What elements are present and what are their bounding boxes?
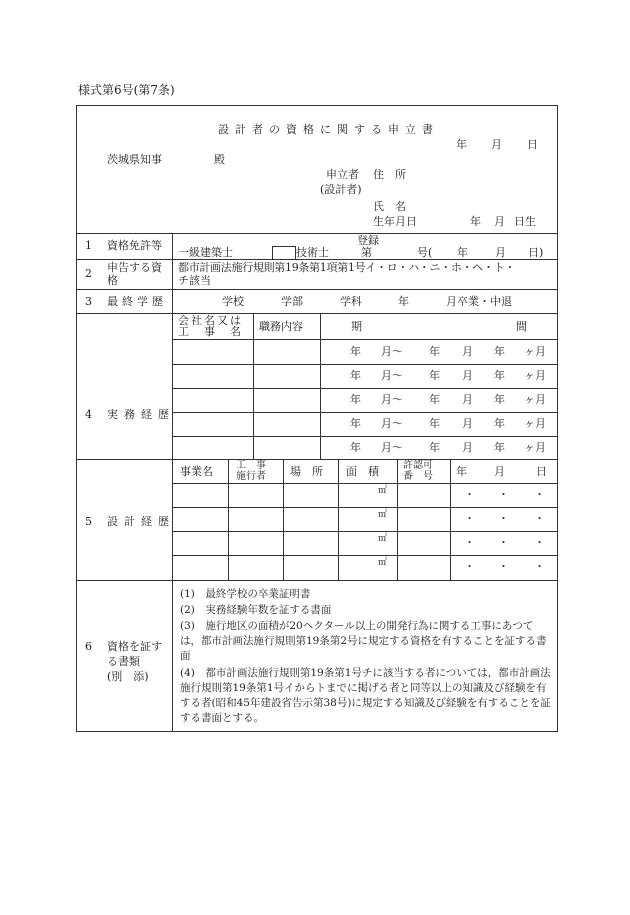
- row-6-label-line3: (別 添): [107, 670, 149, 683]
- period-end-year: 年: [429, 441, 440, 454]
- grid-line: [172, 364, 558, 365]
- date-separator-dot: ・: [498, 512, 509, 525]
- row-4-number: 4: [85, 408, 92, 421]
- period-header-end: 間: [516, 320, 527, 333]
- applicant-label: 申立者: [326, 168, 359, 181]
- duty-header: 職務内容: [259, 320, 303, 333]
- period-start-year: 年: [350, 369, 361, 382]
- school-label: 学校: [222, 295, 244, 308]
- graduation-year: 年: [398, 295, 409, 308]
- period-end-year: 年: [429, 345, 440, 358]
- row-3-label: 最終学歴: [107, 295, 167, 308]
- grid-line: [397, 459, 398, 580]
- period-start-month: 月～: [381, 393, 403, 406]
- permit-header-line1: 許認可: [403, 460, 433, 471]
- row-5-number: 5: [85, 515, 92, 528]
- faculty-label: 学部: [281, 295, 303, 308]
- date-separator-dot: ・: [534, 560, 545, 573]
- period-duration-months: ヶ月: [524, 393, 546, 406]
- period-end-month: 月: [462, 345, 473, 358]
- birth-day: 日生: [514, 215, 536, 228]
- design-year-header: 年: [456, 465, 467, 478]
- row-1-day: 日): [528, 246, 544, 259]
- document-item-2: (2) 実務経験年数を証する書面: [180, 604, 332, 616]
- grid-line: [283, 459, 284, 580]
- row-1-label: 資格免許等: [107, 239, 162, 252]
- row-2-label-line2: 格: [107, 274, 118, 287]
- period-end-month: 月: [462, 393, 473, 406]
- company-header-line1: 会社名又は: [178, 314, 243, 327]
- row-2-label-line1: 申告する資: [107, 261, 162, 274]
- permit-header-line2: 番 号: [403, 471, 433, 482]
- period-duration-months: ヶ月: [524, 417, 546, 430]
- document-item-1: (1) 最終学校の卒業証明書: [180, 588, 311, 600]
- period-end-year: 年: [429, 417, 440, 430]
- area-unit: ㎡: [378, 510, 388, 520]
- designer-label: (設計者): [320, 183, 362, 196]
- date-month: 月: [491, 138, 502, 151]
- row-2-text-line1: 都市計画法施行規則第19条第1項第1号イ・ロ・ハ・ニ・ホ・ヘ・ト・: [178, 261, 516, 274]
- area-unit: ㎡: [378, 534, 388, 544]
- row-3-number: 3: [85, 295, 92, 308]
- period-end-year: 年: [429, 393, 440, 406]
- registration-no-label: 第: [361, 246, 372, 259]
- period-end-month: 月: [462, 369, 473, 382]
- address-label: 住 所: [373, 168, 406, 181]
- row-6-label-line2: る書類: [107, 655, 140, 668]
- row-2-number: 2: [85, 267, 92, 280]
- period-duration-years: 年: [494, 417, 505, 430]
- grid-line: [450, 459, 451, 580]
- design-month-header: 月: [494, 465, 505, 478]
- form-number: 様式第6号(第7条): [78, 83, 175, 97]
- row-divider: [76, 259, 558, 260]
- period-duration-years: 年: [494, 345, 505, 358]
- area-unit: ㎡: [378, 486, 388, 496]
- row-4-label: 実務経歴: [107, 408, 175, 421]
- area-header: 面 積: [346, 465, 379, 478]
- period-start-year: 年: [350, 393, 361, 406]
- grid-line: [338, 459, 339, 580]
- department-label: 学科: [340, 295, 362, 308]
- number-suffix: 号(: [417, 246, 433, 259]
- row-divider: [76, 459, 558, 460]
- date-separator-dot: ・: [464, 536, 475, 549]
- row-divider: [76, 233, 558, 234]
- period-start-month: 月～: [381, 417, 403, 430]
- row-1-month: 月: [495, 246, 506, 259]
- date-separator-dot: ・: [498, 536, 509, 549]
- period-start-month: 月～: [381, 369, 403, 382]
- date-separator-dot: ・: [464, 488, 475, 501]
- date-day: 日: [527, 138, 538, 151]
- period-duration-years: 年: [494, 393, 505, 406]
- design-day-header: 日: [536, 465, 547, 478]
- name-label: 氏 名: [373, 200, 406, 213]
- area-unit: ㎡: [378, 558, 388, 568]
- row-divider: [76, 580, 558, 581]
- date-separator-dot: ・: [534, 488, 545, 501]
- date-year: 年: [456, 138, 467, 151]
- date-separator-dot: ・: [534, 536, 545, 549]
- birth-year: 年: [470, 215, 481, 228]
- honorific: 殿: [214, 153, 225, 166]
- document-item-4: (4) 都市計画法施行規則第19条第1号チに該当する者については，都市計画法施行規則第19条第1号イからトまでに掲げる者と同等以上の知識及び経験を有する者(昭和45年建設省告示第38号)に規定する知識及び経験を有することを証する書面とする。: [180, 667, 551, 724]
- birth-month: 月: [494, 215, 505, 228]
- period-start-month: 月～: [381, 345, 403, 358]
- graduation-status: 月卒業・中退: [446, 295, 512, 308]
- date-separator-dot: ・: [534, 512, 545, 525]
- period-end-year: 年: [429, 369, 440, 382]
- place-header: 場 所: [290, 465, 323, 478]
- grid-line: [172, 531, 558, 532]
- date-separator-dot: ・: [498, 488, 509, 501]
- grid-line: [172, 483, 558, 484]
- period-duration-years: 年: [494, 369, 505, 382]
- grid-line: [172, 388, 558, 389]
- grid-line: [172, 555, 558, 556]
- document-item-3: (3) 施行地区の面積が20ヘクタール以上の開発行為に関する工事にあつては，都市計画法施行規則第19条第2号に規定する資格を有することを証する書面: [180, 620, 547, 662]
- grid-line: [228, 459, 229, 580]
- grid-line: [172, 507, 558, 508]
- date-separator-dot: ・: [498, 560, 509, 573]
- period-header-start: 期: [351, 320, 362, 333]
- grid-line: [172, 436, 558, 437]
- grid-line: [172, 412, 558, 413]
- date-separator-dot: ・: [464, 512, 475, 525]
- period-start-year: 年: [350, 417, 361, 430]
- date-separator-dot: ・: [464, 560, 475, 573]
- grid-line: [172, 339, 558, 340]
- period-duration-years: 年: [494, 441, 505, 454]
- row-1-year: 年: [457, 246, 468, 259]
- row-1-number: 1: [85, 239, 92, 252]
- period-duration-months: ヶ月: [524, 441, 546, 454]
- company-header-line2: 工事名: [178, 325, 256, 338]
- row-divider: [76, 313, 558, 314]
- operator-header-line2: 施行者: [236, 471, 266, 482]
- row-6-number: 6: [85, 640, 92, 653]
- row-divider: [76, 289, 558, 290]
- period-duration-months: ヶ月: [524, 345, 546, 358]
- engineer-label: 技術士: [296, 246, 329, 259]
- grid-line: [320, 313, 321, 459]
- registration-label: 登録: [357, 234, 379, 247]
- first-class-architect: 一級建築士: [178, 246, 233, 259]
- row-5-label: 設計経歴: [107, 515, 175, 528]
- addressee: 茨城県知事: [107, 153, 162, 166]
- qualification-blank-box: [272, 246, 296, 260]
- project-header: 事業名: [180, 465, 213, 478]
- period-duration-months: ヶ月: [524, 369, 546, 382]
- form-title: 設計者の資格に関する申立書: [218, 123, 439, 136]
- birth-label: 生年月日: [373, 215, 417, 228]
- period-end-month: 月: [462, 441, 473, 454]
- operator-header-line1: 工 事: [236, 460, 266, 471]
- period-end-month: 月: [462, 417, 473, 430]
- period-start-month: 月～: [381, 441, 403, 454]
- period-start-year: 年: [350, 345, 361, 358]
- period-start-year: 年: [350, 441, 361, 454]
- row-6-label-line1: 資格を証す: [107, 640, 162, 653]
- row-2-text-line2: チ該当: [178, 274, 211, 287]
